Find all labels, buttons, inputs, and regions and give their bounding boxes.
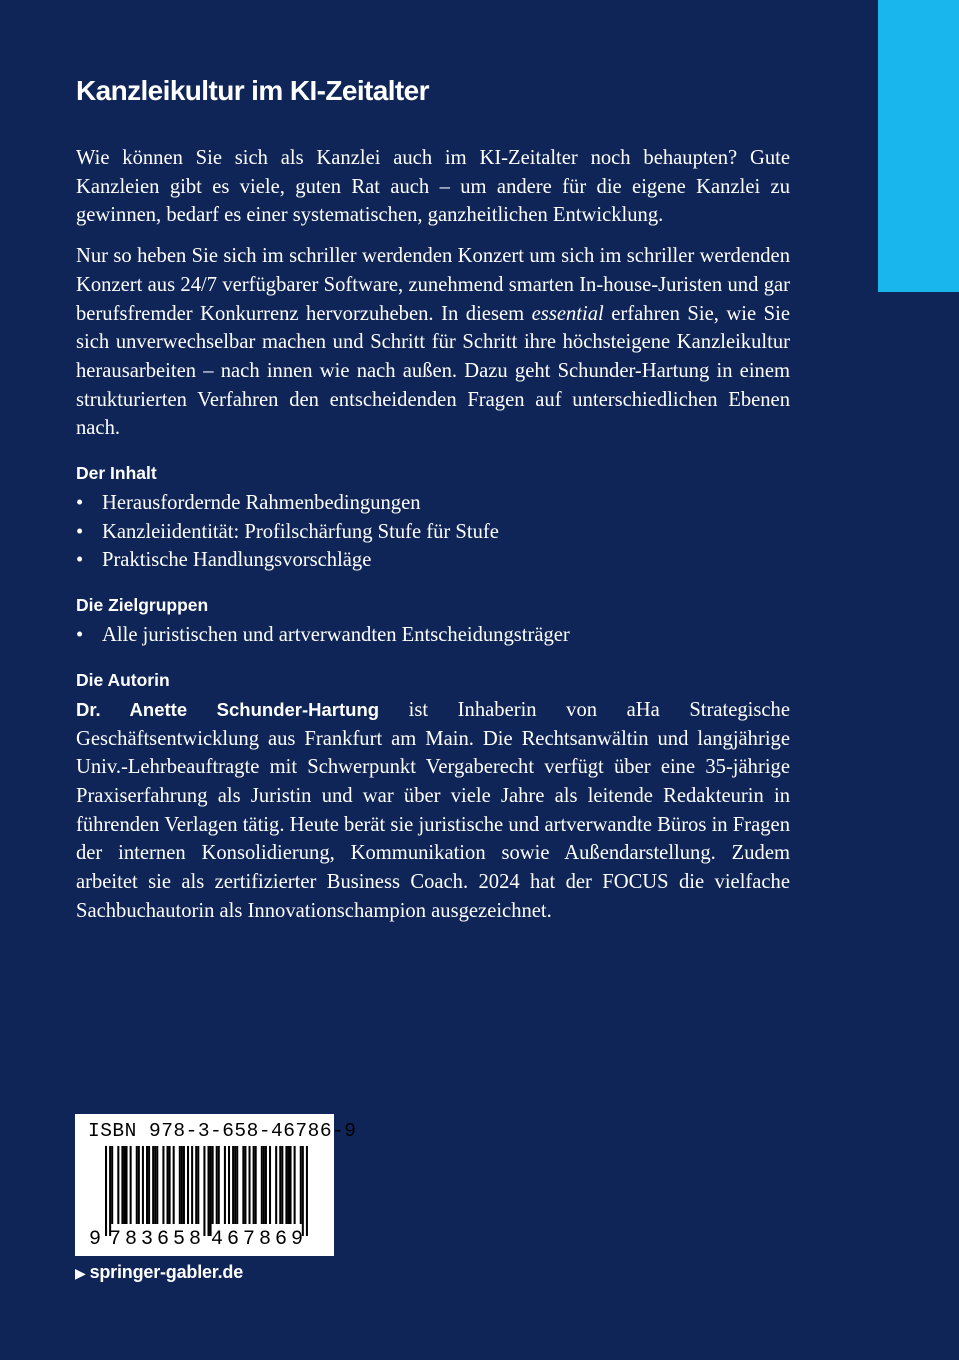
list-item-text: Herausfordernde Rahmenbedingungen — [102, 492, 421, 515]
barcode-bar — [179, 1146, 181, 1224]
barcode-bar — [126, 1146, 128, 1224]
barcode-bar — [244, 1146, 246, 1224]
barcode-bar — [181, 1146, 183, 1224]
barcode-bar — [117, 1146, 119, 1224]
barcode-bar — [242, 1146, 244, 1224]
barcode-bar — [302, 1146, 304, 1236]
barcode-bar — [212, 1146, 214, 1224]
list-item-text: Kanzleiidentität: Profilschärfung Stufe für Stufe — [102, 520, 499, 543]
barcode-bar — [224, 1146, 226, 1224]
barcode-bar — [285, 1146, 287, 1224]
body-text-part1: Nur so heben Sie sich im schriller werdenden Konzert um sich im schriller werdenden Konzert aus 24/7 verfügbarer Software, zunehmend smarten In-house-Juristen und gar berufsfremder Konkurrenz hervorzuheben. In diesem — [76, 245, 790, 325]
list-item-text: Alle juristischen und artverwandten Entscheidungsträger — [102, 624, 570, 647]
barcode-bar — [146, 1146, 148, 1224]
barcode-bar — [187, 1146, 189, 1224]
back-cover-text — [76, 72, 790, 937]
barcode-bar — [287, 1146, 289, 1224]
barcode-bar — [136, 1146, 138, 1224]
isbn-digit: 8 — [189, 1228, 202, 1251]
intro-paragraph: Wie können Sie sich als Kanzlei auch im KI-Zeitalter noch behaupten? Gute Kanzleien gibt es viele, guten Rat auch – um andere für die eigene Kanzlei zu gewinnen, bedarf es einer systematischen, ganzheitlichen Entwicklung. — [76, 147, 790, 227]
isbn-digit: 9 — [89, 1228, 102, 1251]
barcode-bar — [265, 1146, 267, 1224]
barcode-bar — [105, 1146, 107, 1236]
barcode-bar — [156, 1146, 158, 1224]
barcode-bar — [236, 1146, 238, 1224]
list-item — [76, 518, 790, 547]
barcode-bar — [183, 1146, 185, 1224]
barcode-bar — [138, 1146, 140, 1224]
list-item — [76, 621, 790, 650]
list-item — [76, 546, 790, 575]
isbn-barcode — [75, 1114, 357, 1256]
barcode-bar — [218, 1146, 220, 1224]
body-emphasis: essential — [531, 302, 604, 325]
arrow-right-icon: ▶ — [75, 1265, 86, 1281]
barcode-bar — [130, 1146, 132, 1224]
isbn-digit: 8 — [259, 1228, 272, 1251]
isbn-digit: 7 — [243, 1228, 256, 1251]
barcode-bar — [203, 1146, 205, 1236]
list-item-text: Praktische Handlungsvorschläge — [102, 549, 372, 572]
author-bio: ist Inhaberin von aHa Strategische Geschäftsentwicklung aus Frankfurt am Main. Die Rechtsanwältin und langjährige Univ.-Lehrbeauftragte mit Schwerpunkt Vergaberecht verfügt über eine 35-jährige Praxiserfahrung als Juristin und war über viele Jahre als leitende Redakteurin in führenden Verlagen tätig. Heute berät sie juristische und artverwandte Büros in Fragen der internen Konsolidierung, Kommunikation sowie Außendarstellung. Zudem arbeitet sie als zertifizierter Business Coach. 2024 hat der FOCUS die vielfache Sachbuchautorin als Innovationschampion ausgezeichnet. — [76, 698, 790, 922]
isbn-digit: 9 — [291, 1228, 304, 1251]
list-item — [76, 489, 790, 518]
barcode-bar — [275, 1146, 277, 1224]
barcode-bar — [210, 1146, 212, 1236]
barcode-bar — [197, 1146, 199, 1224]
barcode-bar — [269, 1146, 271, 1224]
barcode-bar — [191, 1146, 193, 1224]
barcode-bar — [249, 1146, 251, 1224]
barcode-bar — [169, 1146, 171, 1224]
body-paragraph — [76, 242, 790, 443]
barcode-bar — [195, 1146, 197, 1224]
barcode-bar — [290, 1146, 292, 1224]
isbn-label: ISBN 978-3-658-46786-9 — [88, 1120, 357, 1142]
barcode-bar — [142, 1146, 144, 1224]
barcode-bar — [228, 1146, 230, 1224]
section-heading-zielgruppen: Die Zielgruppen — [76, 595, 209, 616]
barcode-bar — [167, 1146, 169, 1224]
barcode-bar — [109, 1146, 111, 1236]
barcode-bar — [111, 1146, 113, 1224]
section-heading-inhalt: Der Inhalt — [76, 463, 157, 484]
isbn-digit: 7 — [109, 1228, 122, 1251]
bullet-icon: • — [76, 520, 84, 543]
barcode-bar — [216, 1146, 218, 1224]
barcode-bar — [148, 1146, 150, 1224]
barcode-bar — [208, 1146, 210, 1236]
isbn-digit: 6 — [275, 1228, 288, 1251]
bullet-icon: • — [76, 624, 84, 647]
barcode-bar — [173, 1146, 175, 1224]
isbn-digit: 6 — [227, 1228, 240, 1251]
barcode-bar — [152, 1146, 154, 1224]
author-paragraph — [76, 696, 790, 926]
bullet-icon: • — [76, 492, 84, 515]
isbn-digit: 8 — [125, 1228, 138, 1251]
barcode-bar — [121, 1146, 123, 1224]
isbn-digit: 5 — [173, 1228, 186, 1251]
book-title: Kanzleikultur im KI-Zeitalter — [76, 75, 429, 106]
barcode-bar — [263, 1146, 265, 1224]
isbn-digit: 4 — [211, 1228, 224, 1251]
barcode-bar — [294, 1146, 296, 1224]
barcode-bar — [253, 1146, 255, 1224]
bullet-icon: • — [76, 549, 84, 572]
barcode-bar — [123, 1146, 125, 1224]
zielgruppen-list — [76, 621, 790, 650]
isbn-digit: 6 — [157, 1228, 170, 1251]
publisher-link-text: springer-gabler.de — [89, 1262, 244, 1282]
barcode-bar — [232, 1146, 234, 1224]
barcode-bar — [306, 1146, 308, 1236]
barcode-bar — [300, 1146, 302, 1224]
section-heading-autorin: Die Autorin — [76, 669, 170, 690]
publisher-link[interactable] — [75, 1262, 243, 1283]
barcode-bar — [261, 1146, 263, 1224]
isbn-digit: 3 — [141, 1228, 154, 1251]
author-name: Dr. Anette Schunder-Hartung — [76, 698, 380, 720]
barcode-bar — [279, 1146, 281, 1224]
barcode-bar — [162, 1146, 164, 1224]
body-text-part2: erfahren Sie, wie Sie sich unverwechselbar machen und Schritt für Schritt ihre höchsteigene Kanzleikultur herausarbeiten – nach innen wie nach außen. Dazu geht Schunder-Hartung in einem strukturierten Verfahren den entscheidenden Fragen auf unterschiedlichen Ebenen nach. — [76, 302, 790, 440]
barcode-bar — [154, 1146, 156, 1224]
accent-color-block — [878, 0, 959, 292]
barcode-bar — [281, 1146, 283, 1224]
inhalt-list — [76, 489, 790, 575]
barcode-bar — [255, 1146, 257, 1224]
barcode-bar — [234, 1146, 236, 1224]
